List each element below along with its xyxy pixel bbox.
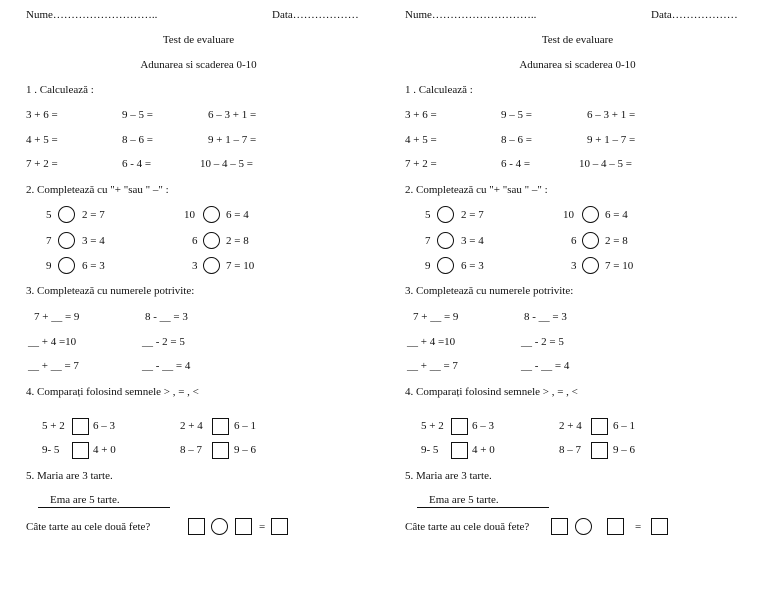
q2-left-operand: 9 xyxy=(46,260,52,272)
q5-line2: Ema are 5 tarte. xyxy=(429,494,499,506)
q5-label: 5. Maria are 3 tarte. xyxy=(405,470,492,482)
q2-right-operand: 6 = 3 xyxy=(82,260,105,272)
q2-right-operand: 2 = 7 xyxy=(461,209,484,221)
operator-circle[interactable] xyxy=(582,232,599,249)
compare-box[interactable] xyxy=(451,442,468,459)
operator-circle[interactable] xyxy=(582,206,599,223)
q4-right-expression: 6 – 1 xyxy=(613,420,635,432)
q3-label: 3. Completează cu numerele potrivite: xyxy=(26,285,195,297)
underline xyxy=(38,507,170,508)
compare-box[interactable] xyxy=(591,442,608,459)
compare-box[interactable] xyxy=(451,418,468,435)
q4-left-expression: 5 + 2 xyxy=(42,420,65,432)
q2-right-operand: 6 = 4 xyxy=(605,209,628,221)
q2-left-operand: 6 xyxy=(192,235,198,247)
q5-question: Câte tarte au cele două fete? xyxy=(405,521,530,533)
q2-right-operand: 2 = 7 xyxy=(82,209,105,221)
operator-circle[interactable] xyxy=(437,206,454,223)
underline xyxy=(417,507,549,508)
equals-sign: = xyxy=(259,521,266,533)
worksheet-left xyxy=(26,0,386,594)
operator-circle[interactable] xyxy=(203,206,220,223)
q2-right-operand: 2 = 8 xyxy=(226,235,249,247)
q4-right-expression: 6 – 1 xyxy=(234,420,256,432)
answer-box[interactable] xyxy=(235,518,252,535)
q2-left-operand: 5 xyxy=(46,209,52,221)
q1-expression: 4 + 5 = xyxy=(26,134,58,146)
q1-expression: 9 – 5 = xyxy=(501,109,532,121)
q1-expression: 8 – 6 = xyxy=(501,134,532,146)
compare-box[interactable] xyxy=(212,442,229,459)
page-subtitle: Adunarea si scaderea 0-10 xyxy=(140,59,257,71)
q1-label: 1 . Calculează : xyxy=(26,84,94,96)
q1-expression: 3 + 6 = xyxy=(26,109,58,121)
q3-expression: __ + 4 =10 xyxy=(407,336,456,348)
operator-circle[interactable] xyxy=(58,232,75,249)
answer-box[interactable] xyxy=(188,518,205,535)
compare-box[interactable] xyxy=(212,418,229,435)
q1-expression: 7 + 2 = xyxy=(405,158,437,170)
compare-box[interactable] xyxy=(591,418,608,435)
q1-expression: 10 – 4 – 5 = xyxy=(579,158,632,170)
q2-left-operand: 3 xyxy=(192,260,198,272)
q2-right-operand: 3 = 4 xyxy=(82,235,105,247)
page-subtitle: Adunarea si scaderea 0-10 xyxy=(519,59,636,71)
q3-expression: 7 + __ = 9 xyxy=(34,311,80,323)
operator-circle[interactable] xyxy=(582,257,599,274)
q4-label: 4. Comparați folosind semnele > , = , < xyxy=(26,386,199,398)
answer-box[interactable] xyxy=(271,518,288,535)
operator-circle[interactable] xyxy=(437,232,454,249)
operator-circle[interactable] xyxy=(58,206,75,223)
name-field: Nume……………………….. xyxy=(26,9,158,21)
q3-expression: __ - __ = 4 xyxy=(142,360,191,372)
q4-left-expression: 9- 5 xyxy=(421,444,439,456)
worksheet-right xyxy=(405,0,765,594)
q2-left-operand: 7 xyxy=(46,235,52,247)
q2-label: 2. Completează cu "+ "sau " –" : xyxy=(405,184,548,196)
operator-circle[interactable] xyxy=(58,257,75,274)
q1-expression: 4 + 5 = xyxy=(405,134,437,146)
q4-left-expression: 5 + 2 xyxy=(421,420,444,432)
q5-label: 5. Maria are 3 tarte. xyxy=(26,470,113,482)
q4-left-expression: 8 – 7 xyxy=(180,444,202,456)
q4-right-expression: 9 – 6 xyxy=(613,444,635,456)
q1-expression: 9 + 1 – 7 = xyxy=(587,134,636,146)
q4-label: 4. Comparați folosind semnele > , = , < xyxy=(405,386,578,398)
q4-left-expression: 2 + 4 xyxy=(180,420,203,432)
q2-left-operand: 6 xyxy=(571,235,577,247)
compare-box[interactable] xyxy=(72,418,89,435)
q2-left-operand: 10 xyxy=(184,209,195,221)
page-title: Test de evaluare xyxy=(541,34,614,46)
q2-left-operand: 10 xyxy=(563,209,574,221)
q3-expression: __ + 4 =10 xyxy=(28,336,77,348)
q4-right-expression: 6 – 3 xyxy=(472,420,494,432)
q3-expression: 8 - __ = 3 xyxy=(145,311,188,323)
q4-right-expression: 9 – 6 xyxy=(234,444,256,456)
name-field: Nume……………………….. xyxy=(405,9,537,21)
q1-expression: 8 – 6 = xyxy=(122,134,153,146)
answer-box[interactable] xyxy=(551,518,568,535)
q3-expression: __ - 2 = 5 xyxy=(142,336,185,348)
answer-box[interactable] xyxy=(651,518,668,535)
q2-label: 2. Completează cu "+ "sau " –" : xyxy=(26,184,169,196)
q2-left-operand: 5 xyxy=(425,209,431,221)
q2-right-operand: 2 = 8 xyxy=(605,235,628,247)
operator-circle[interactable] xyxy=(437,257,454,274)
q1-expression: 6 - 4 = xyxy=(122,158,152,170)
q3-expression: __ + __ = 7 xyxy=(407,360,458,372)
operator-circle[interactable] xyxy=(203,232,220,249)
q4-right-expression: 4 + 0 xyxy=(472,444,495,456)
operator-circle[interactable] xyxy=(575,518,592,535)
q2-right-operand: 7 = 10 xyxy=(605,260,634,272)
q3-label: 3. Completează cu numerele potrivite: xyxy=(405,285,574,297)
date-field: Data……………… xyxy=(272,9,359,21)
q1-expression: 3 + 6 = xyxy=(405,109,437,121)
q2-right-operand: 6 = 3 xyxy=(461,260,484,272)
q3-expression: 8 - __ = 3 xyxy=(524,311,567,323)
q4-left-expression: 2 + 4 xyxy=(559,420,582,432)
q2-left-operand: 9 xyxy=(425,260,431,272)
q2-left-operand: 7 xyxy=(425,235,431,247)
q4-right-expression: 4 + 0 xyxy=(93,444,116,456)
compare-box[interactable] xyxy=(72,442,89,459)
q5-line2: Ema are 5 tarte. xyxy=(50,494,120,506)
page-title: Test de evaluare xyxy=(162,34,235,46)
q4-left-expression: 8 – 7 xyxy=(559,444,581,456)
q2-left-operand: 3 xyxy=(571,260,577,272)
q2-right-operand: 3 = 4 xyxy=(461,235,484,247)
date-field: Data……………… xyxy=(651,9,738,21)
q1-expression: 9 – 5 = xyxy=(122,109,153,121)
q1-expression: 7 + 2 = xyxy=(26,158,58,170)
q1-expression: 6 – 3 + 1 = xyxy=(587,109,636,121)
operator-circle[interactable] xyxy=(211,518,228,535)
q5-question: Câte tarte au cele două fete? xyxy=(26,521,151,533)
q1-expression: 10 – 4 – 5 = xyxy=(200,158,253,170)
q2-right-operand: 7 = 10 xyxy=(226,260,255,272)
q3-expression: 7 + __ = 9 xyxy=(413,311,459,323)
q1-expression: 9 + 1 – 7 = xyxy=(208,134,257,146)
q3-expression: __ - __ = 4 xyxy=(521,360,570,372)
operator-circle[interactable] xyxy=(203,257,220,274)
q2-right-operand: 6 = 4 xyxy=(226,209,249,221)
q4-right-expression: 6 – 3 xyxy=(93,420,115,432)
answer-box[interactable] xyxy=(607,518,624,535)
q3-expression: __ - 2 = 5 xyxy=(521,336,564,348)
q1-expression: 6 – 3 + 1 = xyxy=(208,109,257,121)
q1-label: 1 . Calculează : xyxy=(405,84,473,96)
q3-expression: __ + __ = 7 xyxy=(28,360,79,372)
q1-expression: 6 - 4 = xyxy=(501,158,531,170)
equals-sign: = xyxy=(635,521,642,533)
q4-left-expression: 9- 5 xyxy=(42,444,60,456)
